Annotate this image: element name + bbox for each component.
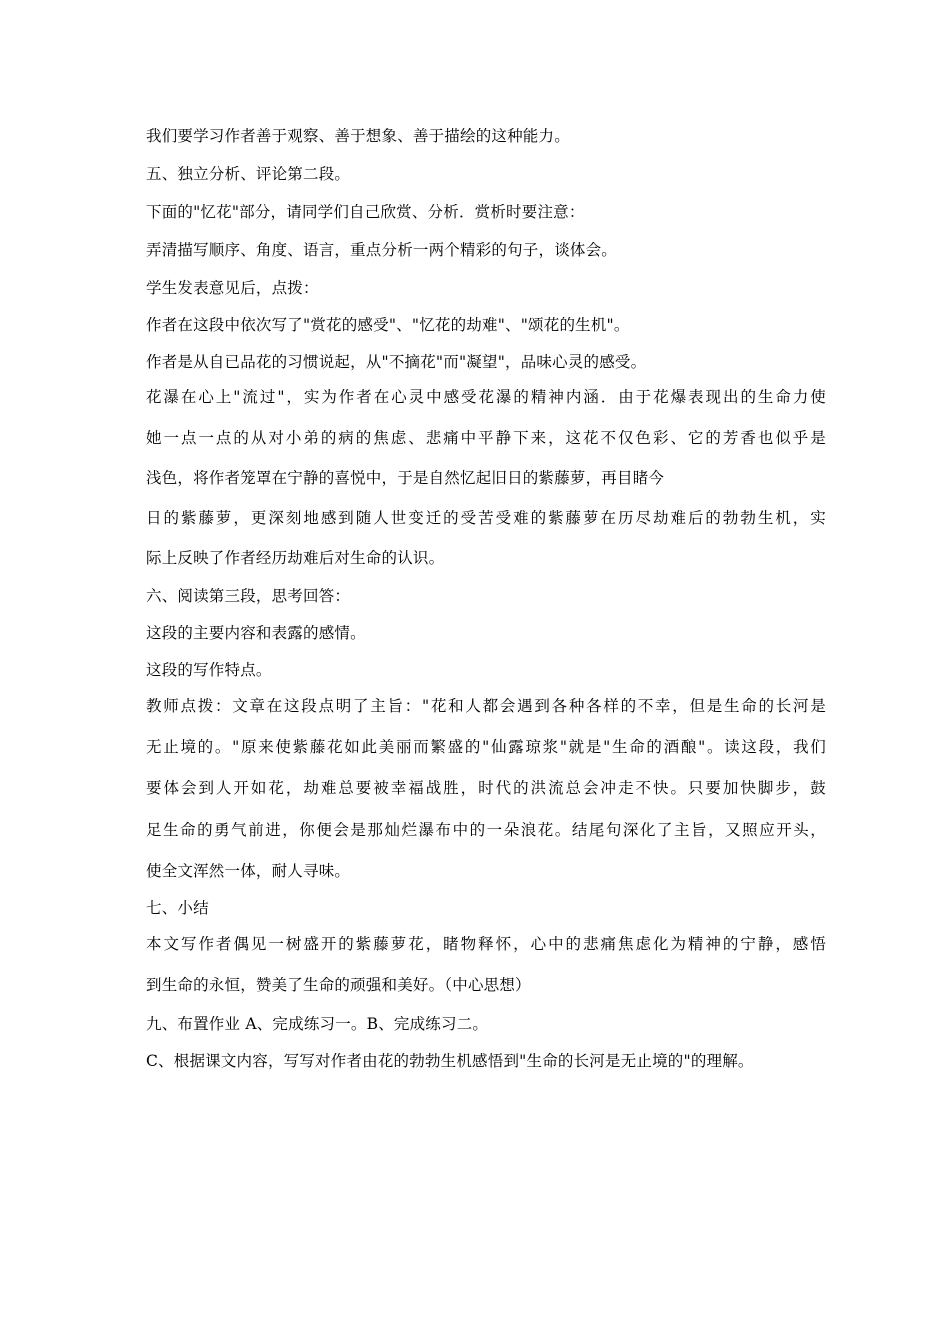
text-line: 无止境的。"原来使紫藤花如此美丽而繁盛的"仙露琼浆"就是"生命的酒酿"。读这段，我们 [146,738,826,756]
text-line: 到生命的永恒，赞美了生命的顽强和美好。（中心思想） [146,976,531,994]
text-line: 弄清描写顺序、角度、语言，重点分析一两个精彩的句子，谈体会。 [146,241,618,259]
text-line: 教师点拨：文章在这段点明了主旨："花和人都会遇到各种各样的不幸，但是生命的长河是 [146,697,826,715]
text-line: 本文写作者偶见一树盛开的紫藤萝花，睹物释怀，心中的悲痛焦虑化为精神的宁静，感悟 [146,935,826,953]
text-line: 作者是从自已品花的习惯说起，从"不摘花"而"凝望"，品味心灵的感受。 [146,353,647,371]
section-heading: 九、布置作业 A、完成练习一。B、完成练习二。 [146,1015,489,1033]
section-heading: 六、阅读第三段，思考回答： [146,587,351,605]
text-line: 足生命的勇气前进，你便会是那灿烂瀑布中的一朵浪花。结尾句深化了主旨，又照应开头， [146,821,826,839]
text-line: 学生发表意见后，点拨： [146,279,319,297]
text-line: C、根据课文内容，写写对作者由花的勃勃生机感悟到"生命的长河是无止境的"的理解。 [146,1052,754,1070]
text-line: 要体会到人开如花，劫难总要被幸福战胜，时代的洪流总会冲走不快。只要加快脚步，鼓 [146,779,826,797]
text-line: 我们要学习作者善于观察、善于想象、善于描绘的这种能力。 [146,127,570,145]
text-line: 花瀑在心上"流过"，实为作者在心灵中感受花瀑的精神内涵．由于花爆表现出的生命力使 [146,388,826,406]
text-line: 使全文浑然一体，耐人寻味。 [146,862,351,880]
text-line: 这段的写作特点。 [146,661,272,679]
text-line: 日的紫藤萝，更深刻地感到随人世变迁的受苦受难的紫藤萝在历尽劫难后的勃勃生机，实 [146,509,826,527]
section-heading: 五、独立分析、评论第二段。 [146,165,351,183]
section-heading: 七、小结 [146,899,209,917]
text-line: 下面的"忆花"部分，请同学们自己欣赏、分析．赏析时要注意： [146,203,585,221]
text-line: 浅色，将作者笼罩在宁静的喜悦中，于是自然忆起旧日的紫藤萝，再目睹今 [146,469,665,487]
text-line: 作者在这段中依次写了"赏花的感受"、"忆花的劫难"、"颂花的生机"。 [146,316,630,334]
text-line: 她一点一点的从对小弟的病的焦虑、悲痛中平静下来，这花不仅色彩、它的芳香也似乎是 [146,429,826,447]
text-line: 际上反映了作者经历劫难后对生命的认识。 [146,549,445,567]
text-line: 这段的主要内容和表露的感情。 [146,624,366,642]
